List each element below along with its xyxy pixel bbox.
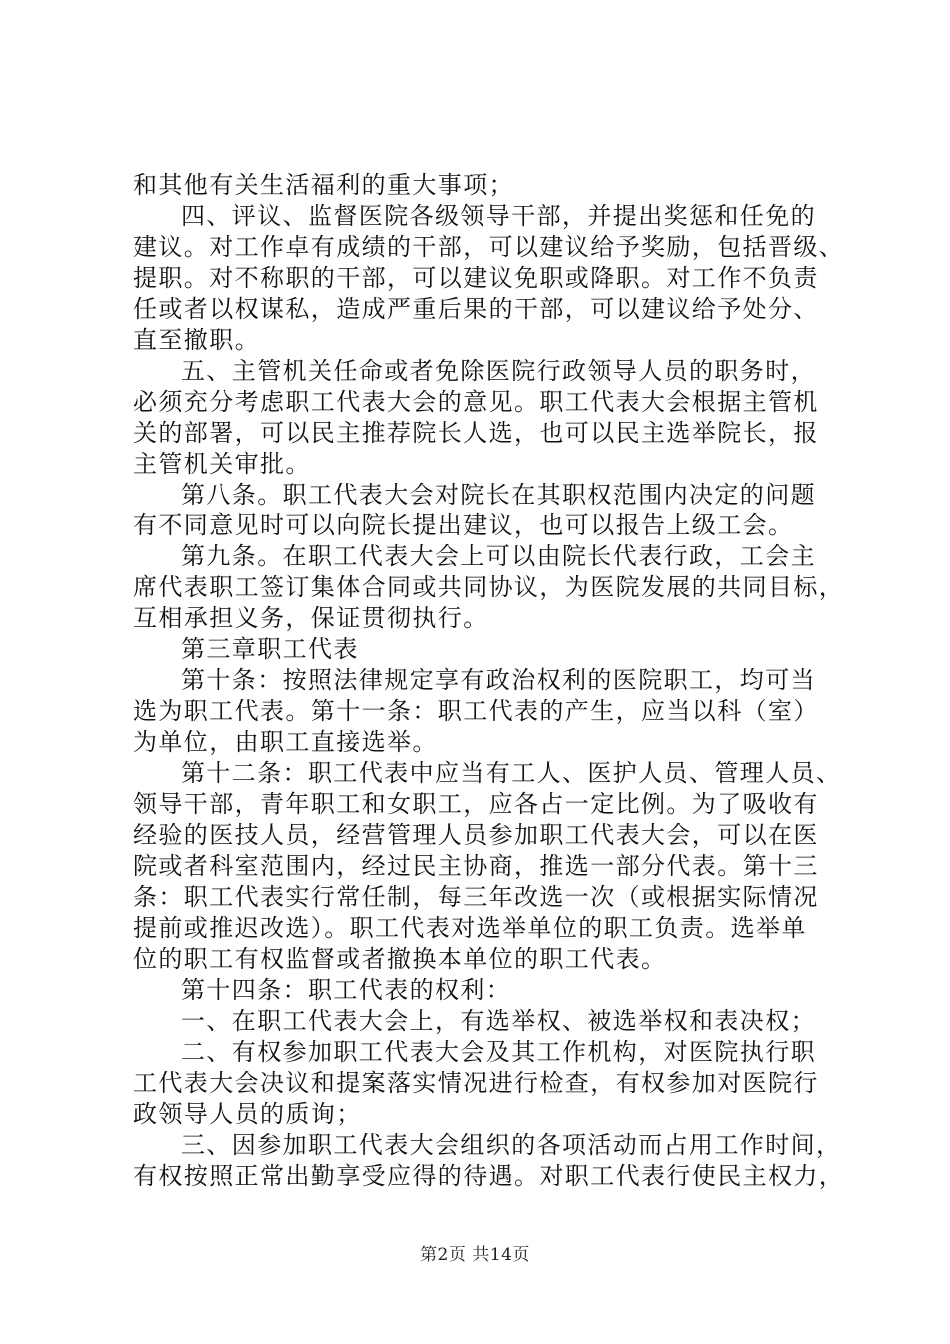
text-line: 互相承担义务，保证贯彻执行。 bbox=[133, 604, 489, 633]
text-line: 三、因参加职工代表大会组织的各项活动而占用工作时间， bbox=[181, 1130, 842, 1159]
text-line: 建议。对工作卓有成绩的干部，可以建议给予奖励，包括晋级、 bbox=[133, 232, 845, 261]
text-line: 工代表大会决议和提案落实情况进行检查，有权参加对医院行 bbox=[133, 1068, 819, 1097]
text-line: 位的职工有权监督或者撤换本单位的职工代表。 bbox=[133, 944, 667, 973]
text-line: 有不同意见时可以向院长提出建议，也可以报告上级工会。 bbox=[133, 511, 794, 540]
text-line: 提前或推迟改选）。职工代表对选举单位的职工负责。选举单 bbox=[133, 913, 807, 942]
text-line: 直至撤职。 bbox=[133, 325, 260, 354]
text-line: 四、评议、监督医院各级领导干部，并提出奖惩和任免的 bbox=[181, 201, 816, 230]
text-line: 为单位，由职工直接选举。 bbox=[133, 728, 438, 757]
text-line: 提职。对不称职的干部，可以建议免职或降职。对工作不负责 bbox=[133, 263, 819, 292]
text-line: 第九条。在职工代表大会上可以由院长代表行政，工会主 bbox=[181, 542, 816, 571]
text-line: 政领导人员的质询； bbox=[133, 1099, 362, 1128]
text-line: 条：职工代表实行常任制，每三年改选一次（或根据实际情况 bbox=[133, 882, 819, 911]
page-footer: 第2页 共14页 bbox=[420, 1245, 530, 1265]
text-line: 经验的医技人员，经营管理人员参加职工代表大会，可以在医 bbox=[133, 821, 819, 850]
text-line: 一、在职工代表大会上，有选举权、被选举权和表决权； bbox=[181, 1006, 816, 1035]
text-line: 第十条：按照法律规定享有政治权利的医院职工，均可当 bbox=[181, 666, 816, 695]
text-line: 主管机关审批。 bbox=[133, 449, 311, 478]
text-line: 第三章职工代表 bbox=[181, 635, 359, 664]
text-line: 关的部署，可以民主推荐院长人选，也可以民主选举院长，报 bbox=[133, 418, 819, 447]
text-line: 和其他有关生活福利的重大事项； bbox=[133, 171, 514, 199]
text-line: 领导干部，青年职工和女职工，应各占一定比例。为了吸收有 bbox=[133, 790, 819, 819]
text-line: 二、有权参加职工代表大会及其工作机构，对医院执行职 bbox=[181, 1037, 816, 1066]
text-line: 第十四条：职工代表的权利： bbox=[181, 975, 512, 1004]
text-line: 任或者以权谋私，造成严重后果的干部，可以建议给予处分、 bbox=[133, 294, 819, 323]
text-line: 第十二条：职工代表中应当有工人、医护人员、管理人员、 bbox=[181, 759, 842, 788]
text-line: 席代表职工签订集体合同或共同协议，为医院发展的共同目标， bbox=[133, 573, 845, 602]
text-line: 有权按照正常出勤享受应得的待遇。对职工代表行使民主权力， bbox=[133, 1161, 845, 1190]
document-body bbox=[133, 170, 845, 1191]
text-line: 院或者科室范围内，经过民主协商，推选一部分代表。第十三 bbox=[133, 851, 819, 880]
text-line: 第八条。职工代表大会对院长在其职权范围内决定的问题 bbox=[181, 480, 816, 509]
text-line: 必须充分考虑职工代表大会的意见。职工代表大会根据主管机 bbox=[133, 387, 819, 416]
text-line: 选为职工代表。第十一条：职工代表的产生，应当以科（室） bbox=[133, 697, 819, 726]
text-line: 五、主管机关任命或者免除医院行政领导人员的职务时， bbox=[181, 356, 816, 385]
